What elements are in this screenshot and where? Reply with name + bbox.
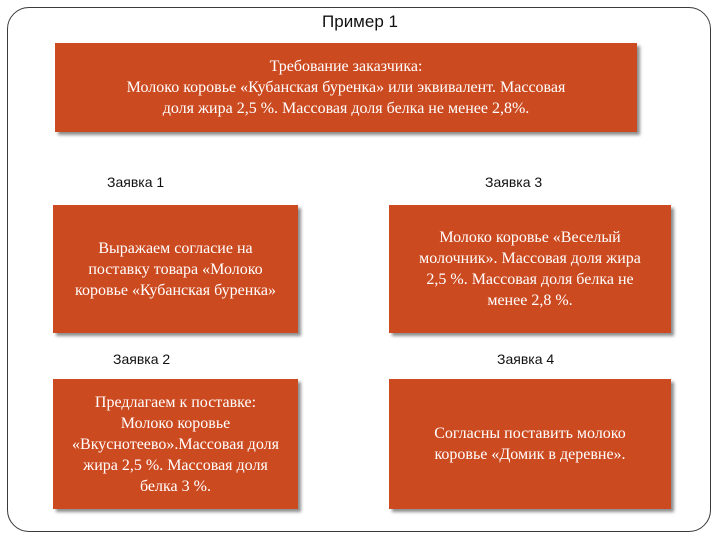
bid-2-box — [53, 379, 298, 509]
bid-1-label: Заявка 1 — [107, 174, 165, 190]
page-title: Пример 1 — [322, 12, 398, 31]
requirement-box — [55, 43, 637, 132]
bid-1-text: Выражаем согласие на поставку товара «Молоко коровье «Кубанская буренка» — [75, 239, 276, 299]
bid-1-box — [53, 205, 298, 333]
bid-2-label: Заявка 2 — [113, 351, 171, 367]
bid-3-text: Молоко коровье «Веселый молочник». Массовая доля жира 2,5 %. Массовая доля белка не менее 2,8 %. — [419, 229, 641, 309]
bid-3-box — [389, 205, 671, 333]
requirement-text: Требование заказчика: Молоко коровье «Кубанская буренка» или эквивалент. Массовая доля жира 2,5 %. Массовая доля белка не менее 2,8%. — [126, 58, 566, 117]
bid-4-text: Согласны поставить молоко коровье «Домик в деревне». — [434, 425, 626, 463]
bid-3-label: Заявка 3 — [485, 174, 543, 190]
bid-4-label: Заявка 4 — [497, 351, 555, 367]
bid-2-text: Предлагаем к поставке: Молоко коровье «Вкуснотеево».Массовая доля жира 2,5 %. Массовая доля белка 3 %. — [72, 393, 279, 495]
bid-4-box — [389, 379, 671, 509]
